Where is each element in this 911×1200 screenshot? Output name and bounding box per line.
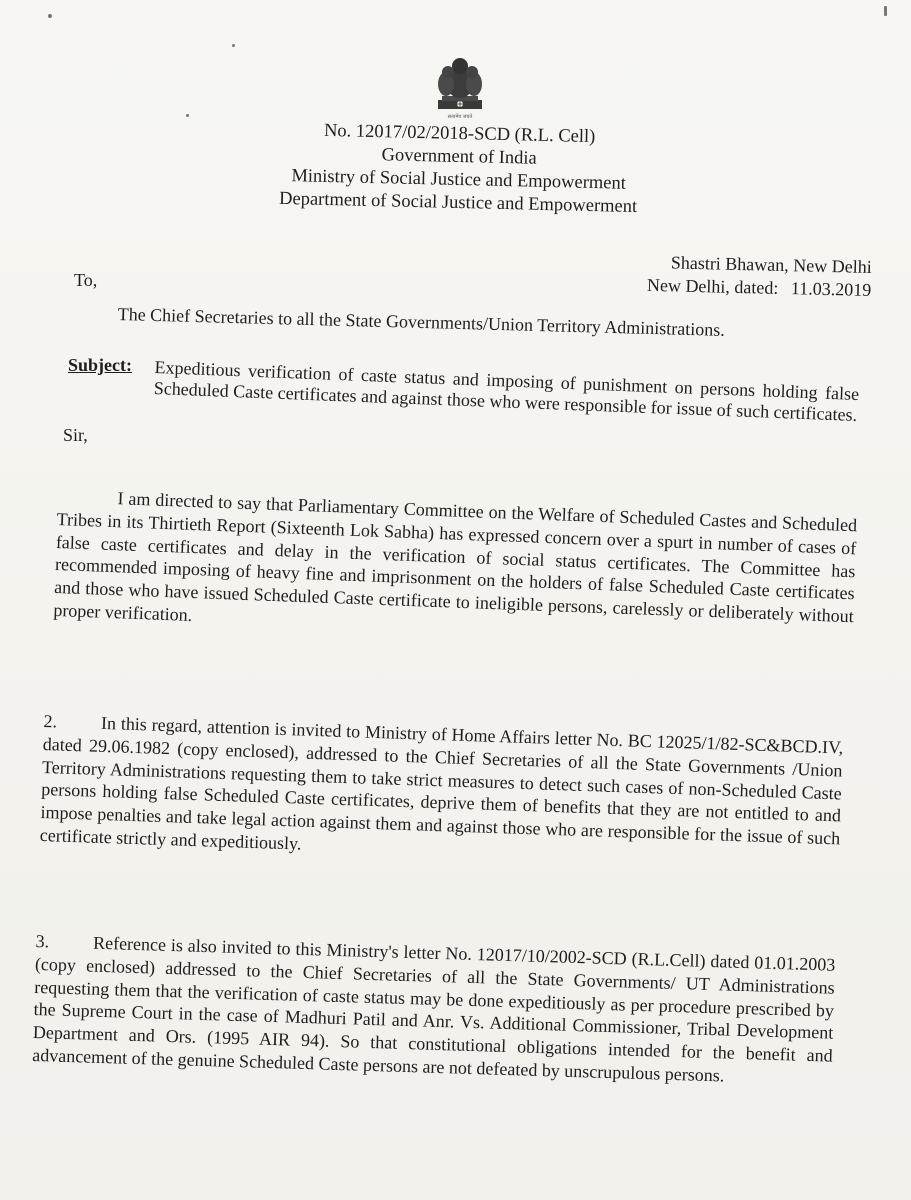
addressee: The Chief Secretaries to all the State Governments/Union Territory Administrations. [117, 304, 726, 340]
paragraph-1 [53, 485, 857, 651]
subject-text: Expeditious verification of caste status and imposing of punishment on persons holding false Scheduled Caste certificates and against those who were responsible for issue of such certificates. [153, 357, 860, 425]
national-emblem-icon [430, 52, 490, 120]
emblem-caption: सत्यमेव जयते [447, 114, 473, 120]
to-label: To, [74, 270, 98, 290]
date-line [599, 273, 871, 302]
paragraph-indent [57, 502, 117, 504]
paragraph-indent [49, 947, 93, 948]
letter-header [238, 118, 680, 220]
place-line: Shastri Bhawan, New Delhi [670, 252, 872, 277]
paragraph-indent [57, 727, 101, 728]
paragraph-3-number: 3. [35, 930, 50, 952]
scan-speck [884, 6, 887, 16]
scan-speck [48, 14, 52, 18]
paragraph-1-text: I am directed to say that Parliamentary Committee on the Welfare of Scheduled Castes and Scheduled Tribes in its Thirtieth Report (Sixteenth Lok Sabha) has expressed concern over a spurt in number of cases of false caste certificates and delay in the verification of social status certificates. The Committee has recommended imposing of heavy fine and imprisonment on the holders of false Scheduled Caste certificates and those who have issued Scheduled Caste certificate to ineligible persons, carelessly or deliberately without proper verification. [53, 488, 858, 627]
paragraph-3 [32, 930, 836, 1090]
file-number: No. 12017/02/2018-SCD (R.L. Cell) [323, 120, 596, 148]
paragraph-2 [39, 710, 843, 873]
paragraph-2-number: 2. [43, 710, 58, 732]
dated-label: New Delhi, dated: [646, 274, 779, 298]
salutation: Sir, [63, 425, 88, 445]
paragraph-3-text: Reference is also invited to this Ministry's letter No. 12017/10/2002-SCD (R.L.Cell) dated 01.01.2003 (copy enclosed) addressed to the Chief Secretaries of all the State Governments/ UT Administrations requesting them that the verification of caste status may be done expeditiously as per procedure prescribed by the Supreme Court in the case of Madhuri Patil and Anr. Vs. Additional Commissioner, Tribal Development Department and Ors. (1995 AIR 94). So that constitutional obligations intended for the benefit and advancement of the genuine Scheduled Caste persons are not defeated by unscrupulous persons. [31, 932, 836, 1086]
ministry-line: Ministry of Social Justice and Empowerment [291, 166, 627, 194]
paragraph-2-text: In this regard, attention is invited to Ministry of Home Affairs letter No. BC 12025/1/82-SC&BCD.IV, dated 29.06.1982 (copy enclosed), addressed to the Chief Secretaries of all the State Governments /Union Territory Administrations requesting them to take strict measures to detect such cases of non-Scheduled Caste persons holding false Scheduled Caste certificates, deprive them of benefits that they are not entitled to and impose penalties and take legal action against them and against those who are responsible for the issue of such certificate strictly and expeditiously. [39, 712, 844, 854]
scan-speck [186, 114, 189, 117]
subject-label: Subject: [68, 355, 132, 375]
scan-speck [232, 44, 235, 47]
letter-date: 11.03.2019 [790, 278, 872, 300]
department-line: Department of Social Justice and Empowerment [278, 188, 638, 218]
place-date-block [599, 250, 872, 302]
government-line: Government of India [381, 145, 537, 169]
